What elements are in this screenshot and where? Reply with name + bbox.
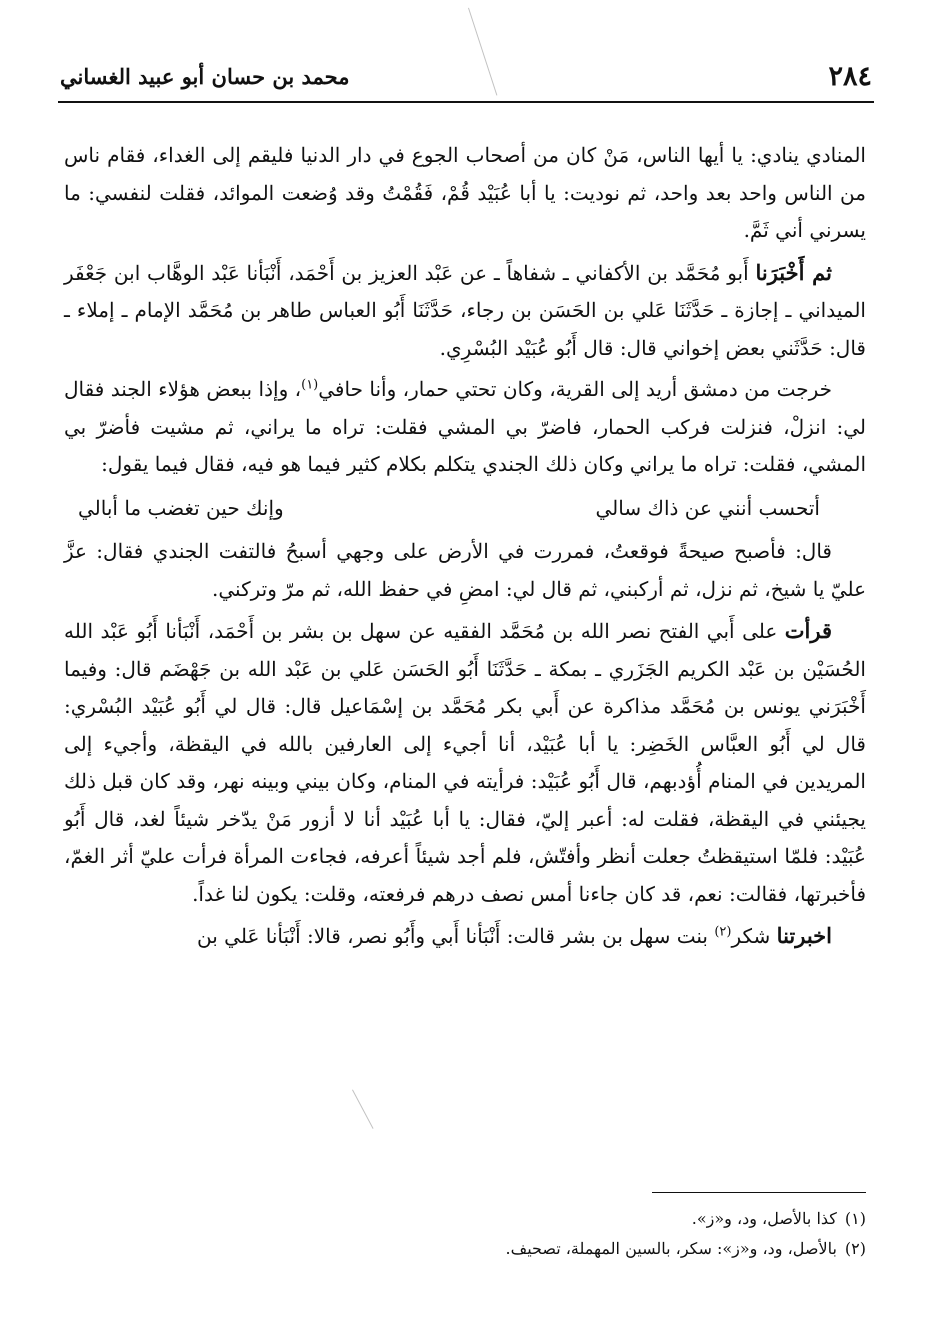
footnote-mark: (١) — [844, 1209, 866, 1228]
verse-first-hemistich: أتحسب أنني عن ذاك سالي — [595, 495, 820, 520]
footnotes — [300, 1204, 866, 1264]
footnote-rule — [652, 1192, 866, 1193]
paragraph-text: شكر — [731, 924, 777, 948]
poetry-verse — [64, 486, 866, 532]
main-text — [64, 136, 866, 956]
paragraph-text: قال: فأصبح صيحةً فوقعتُ، فمررت في الأرض على وجهي أسبحُ فالتفت الجندي فقال: عزَّ عليّ يا شيخ، ثم نزل، ثم أركبني، ثم قال لي: امضِ في حفظ الله، ثم مرّ وتركني. — [64, 539, 866, 601]
page-number: ٢٨٤ — [828, 60, 872, 92]
paragraph-text: أَبو مُحَمَّد بن الأكفاني ـ شفاهاً ـ عن عَبْد العزيز بن أَحْمَد، أَنْبَأنا عَبْد الوهَّاب ابن جَعْفَر الميداني ـ إجازة ـ حَدَّثَنَا عَلي بن الحَسَن بن رجاء، حَدَّثَنَا أَبُو العباس طاهر بن مُحَمَّد الإمام ـ إملاء ـ قال: حَدَّثَني بعض إخواني قال: قال أَبُو عُبَيْد البُسْرِي. — [64, 260, 866, 360]
paragraph-text-tail: بنت سهل بن بشر قالت: أَنْبَأنا أَبي وأَبُو نصر، قالا: أَنْبَأنا عَلي بن — [197, 924, 715, 948]
paragraph — [64, 136, 866, 250]
paragraph — [64, 533, 866, 608]
verse-second-hemistich: وإنك حين تغضب ما أبالي — [78, 495, 284, 520]
footnote — [300, 1234, 866, 1264]
footnote — [300, 1204, 866, 1234]
paragraph-text-tail: ، وإذا ببعض هؤلاء الجند فقال لي: انزلْ، فنزلت فركب الحمار، فاضرّ بي المشي فقلت: تراه ما يراني، ثم مشيت فأضرّ بي المشي، فقلت: تراه ما يراني وكان ذلك الجندي يتكلم بكلام كثير فيما هو فيه، فقال فيما يقول: — [64, 377, 866, 476]
footnote-reference: (٢) — [714, 924, 732, 940]
footnote-text: كذا بالأصل، ود، و«ز». — [691, 1209, 837, 1228]
running-header — [60, 56, 872, 96]
paragraph — [64, 371, 866, 484]
paragraph — [64, 612, 866, 913]
paragraph-lead: ثم أَخْبَرَنا — [755, 259, 832, 285]
running-title: محمد بن حسان أبو عبيد الغساني — [60, 63, 350, 89]
paragraph-text: المنادي ينادي: يا أيها الناس، مَنْ كان من أصحاب الجوع في دار الدنيا فليقم إلى الغداء، فقام ناس من الناس واحد بعد واحد، ثم نوديت: يا أبا عُبَيْد قُمْ، فَقُمْتُ وقد وُضعت الموائد، فقلت لنفسي: ما يسرني أني ثَمَّ. — [64, 143, 866, 242]
paragraph-lead: قرأت — [784, 618, 832, 643]
paragraph — [64, 254, 866, 368]
paragraph-text: خرجت من دمشق أريد إلى القرية، وكان تحتي حمار، وأنا حافي — [318, 377, 832, 401]
footnote-mark: (٢) — [844, 1239, 866, 1258]
header-rule — [58, 101, 874, 103]
footnote-reference: (١) — [301, 377, 319, 393]
scan-streak — [352, 1090, 374, 1129]
paragraph-text: على أَبي الفتح نصر الله بن مُحَمَّد الفقيه عن سهل بن بشر بن أَحْمَد، أَنْبَأنا أَبُو عَبْد الله الحُسَيْن بن عَبْد الكريم الجَزَري ـ بمكة ـ حَدَّثَنَا أَبُو الحَسَن عَلي بن عَبْد الله بن جَهْضَم قال: وفيما أَخْبَرَني يونس بن مُحَمَّد مذاكرة عن أَبي بكر مُحَمَّد بن إسْمَاعيل قال: قال لي أَبُو عُبَيْد البُسْري: قال لي أَبُو العبَّاس الخَضِر: يا أبا عُبَيْد، أنا أجيء إلى العارفين بالله في اليقظة، وأجيء إلى المريدين في المنام أُؤدبهم، قال أَبُو عُبَيْد: فرأيته في المنام، وكان بيني وبينه نهر، وقد كان قبل ذلك يجيئني في اليقظة، فقلت له: أعبر إليّ، فقال: يا أبا عُبَيْد أنا لا أزور مَنْ يدّخر شيئاً لغد، قال أَبُو عُبَيْد: فلمّا استيقظتُ جعلت أنظر وأفتّش، فلم أجد شيئاً أعرفه، فجاءت المرأة فرأت عليّ أثر الغمّ، فأخبرتها، فقالت: نعم، قد كان جاءنا أمس نصف درهم فرفعته، وقلت: يكون لنا غداً. — [64, 619, 866, 906]
paragraph-lead: اخبرتنا — [776, 923, 832, 948]
paragraph — [64, 917, 866, 956]
footnote-text: بالأصل، ود، و«ز»: سكر، بالسين المهملة، تصحيف. — [505, 1239, 837, 1258]
